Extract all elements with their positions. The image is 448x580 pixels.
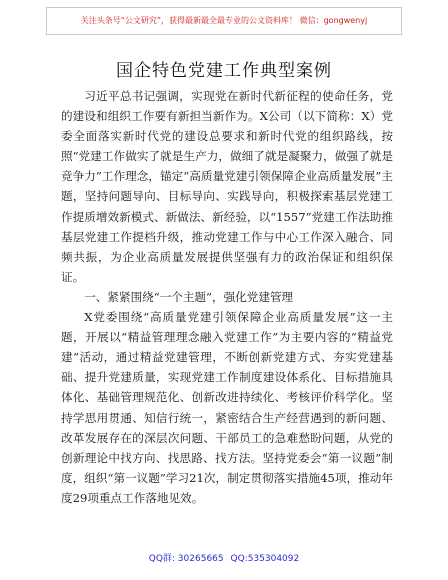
promo-banner: 关注头条号“公文研究”，获得最新最全最专业的公文资料库！ 微信：gongwenyj <box>46 7 402 35</box>
qq-group-text: QQ群: 30265665 <box>148 554 224 564</box>
section-paragraph: X党委围绕“高质量党建引领保障企业高质量发展”这一主题，开展以“精益管理理念融入党建工作”为主要内容的“精益党建”活动，通过精益党建管理，不断创新党建方式、夯实党建基础、提升党建质量，实现党建工作制度建设体系化、目标措施具体化、基础管理规范化、创新改进持续化、考核评价科学化。坚持学思用贯通、知信行统一，紧密结合生产经营遇到的新问题、改革发展存在的深层次问题、干部员工的急难愁盼问题，从党的创新理论中找方向、找思路、找方法。坚持党委会“第一议题”制度，组织“第一议题”学习21次，制定贯彻落实措施45项，推动年度29项重点工作落地见效。 <box>61 310 393 505</box>
qq-text: QQ:535304092 <box>230 554 300 564</box>
document-body <box>61 86 393 508</box>
intro-paragraph: 习近平总书记强调，实现党在新时代新征程的使命任务，党的建设和组织工作要有新担当新作为。X公司（以下简称：X）党委全面落实新时代党的建设总要求和新时代党的组织路线，按照“党建工作做实了就是生产力，做细了就是凝聚力，做强了就是竞争力”工作理念，锚定“高质量党建引领保障企业高质量发展”主题，坚持问题导向、目标导向、实践导向，积极探索基层党建工作提质增效新模式、新做法、新经验，以“1557”党建工作法助推基层党建工作提档升级，推动党建工作与中心工作深入融合、同频共振，为企业高质量发展提供坚强有力的政治保证和组织保证。 <box>61 89 393 284</box>
section-heading: 一、紧紧围绕“一个主题”，强化党建管理 <box>84 289 294 304</box>
document-title: 国企特色党建工作典型案例 <box>116 61 332 81</box>
contact-footer <box>0 551 448 564</box>
